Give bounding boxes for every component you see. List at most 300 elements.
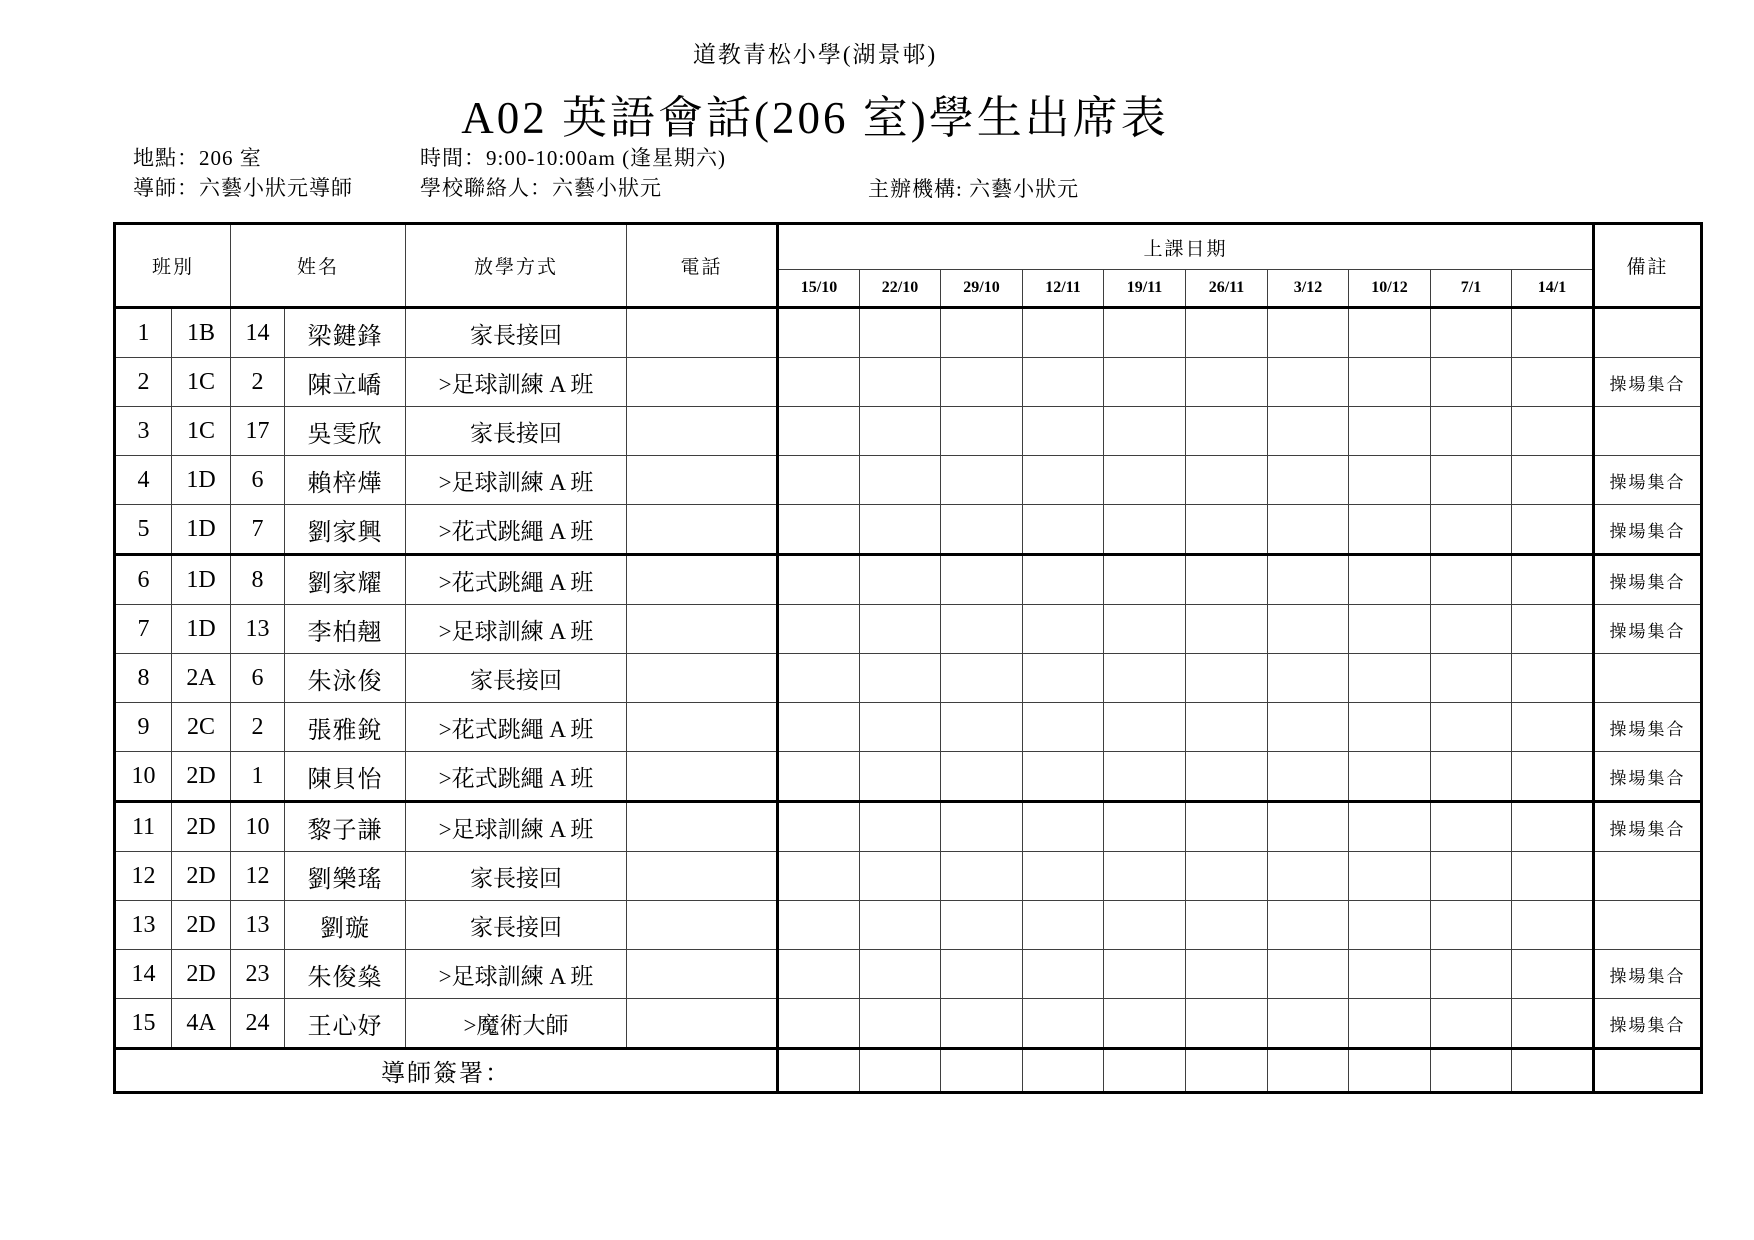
- attendance-cell: [1104, 407, 1186, 456]
- attendance-cell: [860, 555, 941, 605]
- class-cell: 1C: [172, 407, 231, 456]
- signature-date-cell: [1104, 1049, 1186, 1093]
- attendance-cell: [1431, 901, 1512, 950]
- row-number-cell: 7: [115, 605, 172, 654]
- seat-number-cell: 12: [231, 852, 285, 901]
- attendance-cell: [860, 456, 941, 505]
- attendance-cell: [941, 555, 1023, 605]
- attendance-cell: [1023, 505, 1104, 555]
- attendance-cell: [1512, 950, 1594, 999]
- attendance-cell: [860, 654, 941, 703]
- attendance-cell: [1512, 752, 1594, 802]
- dismissal-method-cell: 家長接回: [406, 308, 627, 358]
- attendance-cell: [1349, 999, 1431, 1049]
- attendance-cell: [1186, 407, 1268, 456]
- attendance-cell: [1349, 358, 1431, 407]
- seat-number-cell: 2: [231, 703, 285, 752]
- attendance-cell: [941, 950, 1023, 999]
- signature-date-cell: [1268, 1049, 1349, 1093]
- student-name-cell: 朱俊燊: [285, 950, 406, 999]
- attendance-cell: [1186, 752, 1268, 802]
- attendance-cell: [778, 505, 860, 555]
- attendance-cell: [1431, 605, 1512, 654]
- row-number-cell: 8: [115, 654, 172, 703]
- signature-remark-cell: [1594, 1049, 1702, 1093]
- signature-row: [115, 1049, 1702, 1093]
- attendance-cell: [1268, 752, 1349, 802]
- attendance-cell: [1431, 654, 1512, 703]
- header-phone: 電話: [627, 224, 778, 308]
- attendance-cell: [1268, 358, 1349, 407]
- signature-date-cell: [941, 1049, 1023, 1093]
- attendance-cell: [1349, 901, 1431, 950]
- attendance-cell: [1104, 802, 1186, 852]
- phone-cell: [627, 605, 778, 654]
- attendance-cell: [1104, 752, 1186, 802]
- attendance-cell: [1023, 901, 1104, 950]
- student-row: [115, 555, 1702, 605]
- attendance-cell: [1512, 605, 1594, 654]
- attendance-cell: [1186, 358, 1268, 407]
- attendance-cell: [941, 852, 1023, 901]
- date-header: 29/10: [941, 270, 1023, 308]
- row-number-cell: 12: [115, 852, 172, 901]
- attendance-cell: [1512, 456, 1594, 505]
- attendance-cell: [1023, 950, 1104, 999]
- seat-number-cell: 13: [231, 605, 285, 654]
- attendance-cell: [941, 358, 1023, 407]
- date-header: 14/1: [1512, 270, 1594, 308]
- seat-number-cell: 6: [231, 456, 285, 505]
- attendance-cell: [860, 950, 941, 999]
- attendance-cell: [1431, 555, 1512, 605]
- attendance-cell: [1186, 605, 1268, 654]
- class-cell: 2A: [172, 654, 231, 703]
- remark-cell: 操場集合: [1594, 999, 1702, 1049]
- attendance-cell: [1104, 605, 1186, 654]
- attendance-cell: [778, 555, 860, 605]
- student-name-cell: 劉家興: [285, 505, 406, 555]
- attendance-cell: [1349, 950, 1431, 999]
- tutor-signature-label: 導師簽署：: [115, 1049, 778, 1093]
- attendance-cell: [1431, 802, 1512, 852]
- attendance-cell: [1023, 605, 1104, 654]
- dismissal-method-cell: >魔術大師: [406, 999, 627, 1049]
- attendance-cell: [778, 852, 860, 901]
- attendance-cell: [778, 407, 860, 456]
- attendance-cell: [1431, 999, 1512, 1049]
- date-header: 12/11: [1023, 270, 1104, 308]
- attendance-cell: [1512, 703, 1594, 752]
- attendance-cell: [1023, 999, 1104, 1049]
- attendance-cell: [1431, 358, 1512, 407]
- dismissal-method-cell: 家長接回: [406, 654, 627, 703]
- seat-number-cell: 14: [231, 308, 285, 358]
- header-name: 姓名: [231, 224, 406, 308]
- remark-cell: 操場集合: [1594, 555, 1702, 605]
- attendance-cell: [1023, 802, 1104, 852]
- dismissal-method-cell: 家長接回: [406, 852, 627, 901]
- phone-cell: [627, 505, 778, 555]
- row-number-cell: 1: [115, 308, 172, 358]
- attendance-cell: [1186, 505, 1268, 555]
- attendance-cell: [1104, 358, 1186, 407]
- attendance-cell: [941, 407, 1023, 456]
- dismissal-method-cell: 家長接回: [406, 407, 627, 456]
- attendance-cell: [1023, 654, 1104, 703]
- phone-cell: [627, 654, 778, 703]
- info-school-contact: 學校聯絡人：六藝小狀元: [420, 176, 662, 200]
- phone-cell: [627, 852, 778, 901]
- phone-cell: [627, 358, 778, 407]
- date-header: 15/10: [778, 270, 860, 308]
- seat-number-cell: 24: [231, 999, 285, 1049]
- attendance-cell: [1186, 901, 1268, 950]
- signature-date-cell: [1023, 1049, 1104, 1093]
- remark-cell: [1594, 308, 1702, 358]
- signature-date-cell: [1431, 1049, 1512, 1093]
- attendance-cell: [1349, 752, 1431, 802]
- dismissal-method-cell: >足球訓練 A 班: [406, 605, 627, 654]
- class-cell: 2D: [172, 950, 231, 999]
- attendance-cell: [1186, 654, 1268, 703]
- row-number-cell: 11: [115, 802, 172, 852]
- class-cell: 2D: [172, 901, 231, 950]
- remark-cell: 操場集合: [1594, 752, 1702, 802]
- signature-date-cell: [1186, 1049, 1268, 1093]
- student-name-cell: 朱泳俊: [285, 654, 406, 703]
- class-cell: 1C: [172, 358, 231, 407]
- attendance-cell: [941, 802, 1023, 852]
- attendance-cell: [941, 505, 1023, 555]
- attendance-cell: [860, 605, 941, 654]
- attendance-cell: [1349, 802, 1431, 852]
- attendance-cell: [778, 358, 860, 407]
- date-header: 19/11: [1104, 270, 1186, 308]
- attendance-cell: [1512, 308, 1594, 358]
- attendance-cell: [860, 852, 941, 901]
- attendance-cell: [778, 456, 860, 505]
- attendance-cell: [778, 654, 860, 703]
- phone-cell: [627, 308, 778, 358]
- student-row: [115, 852, 1702, 901]
- remark-cell: 操場集合: [1594, 456, 1702, 505]
- seat-number-cell: 13: [231, 901, 285, 950]
- attendance-cell: [1268, 901, 1349, 950]
- attendance-cell: [1349, 703, 1431, 752]
- attendance-cell: [1104, 852, 1186, 901]
- student-row: [115, 654, 1702, 703]
- attendance-cell: [1104, 654, 1186, 703]
- seat-number-cell: 17: [231, 407, 285, 456]
- attendance-cell: [1268, 308, 1349, 358]
- attendance-cell: [1512, 358, 1594, 407]
- header-dismissal: 放學方式: [406, 224, 627, 308]
- attendance-cell: [778, 605, 860, 654]
- attendance-cell: [1186, 999, 1268, 1049]
- attendance-cell: [1431, 752, 1512, 802]
- dismissal-method-cell: >足球訓練 A 班: [406, 456, 627, 505]
- signature-date-cell: [1512, 1049, 1594, 1093]
- date-header: 26/11: [1186, 270, 1268, 308]
- date-header: 10/12: [1349, 270, 1431, 308]
- attendance-cell: [1268, 555, 1349, 605]
- attendance-cell: [860, 703, 941, 752]
- attendance-cell: [1268, 505, 1349, 555]
- attendance-cell: [1186, 308, 1268, 358]
- attendance-cell: [1186, 555, 1268, 605]
- row-number-cell: 10: [115, 752, 172, 802]
- attendance-table: [113, 222, 1703, 1094]
- remark-cell: [1594, 852, 1702, 901]
- school-name: 道教青松小學(湖景邨): [692, 42, 938, 67]
- student-row: [115, 950, 1702, 999]
- attendance-cell: [1104, 308, 1186, 358]
- attendance-cell: [860, 358, 941, 407]
- attendance-cell: [1268, 654, 1349, 703]
- student-row: [115, 456, 1702, 505]
- attendance-cell: [1023, 308, 1104, 358]
- remark-cell: 操場集合: [1594, 950, 1702, 999]
- student-name-cell: 吳雯欣: [285, 407, 406, 456]
- student-row: [115, 802, 1702, 852]
- table-header-row-1: [115, 224, 1702, 270]
- attendance-cell: [1186, 950, 1268, 999]
- row-number-cell: 3: [115, 407, 172, 456]
- remark-cell: 操場集合: [1594, 802, 1702, 852]
- header-class: 班別: [115, 224, 231, 308]
- remark-cell: 操場集合: [1594, 605, 1702, 654]
- attendance-cell: [1104, 505, 1186, 555]
- attendance-cell: [1268, 950, 1349, 999]
- attendance-cell: [1104, 703, 1186, 752]
- signature-date-cell: [778, 1049, 860, 1093]
- class-cell: 2D: [172, 802, 231, 852]
- seat-number-cell: 23: [231, 950, 285, 999]
- attendance-cell: [1431, 505, 1512, 555]
- attendance-cell: [941, 456, 1023, 505]
- attendance-cell: [1023, 703, 1104, 752]
- remark-cell: [1594, 654, 1702, 703]
- attendance-cell: [941, 605, 1023, 654]
- phone-cell: [627, 901, 778, 950]
- info-location: 地點：206 室: [133, 146, 262, 170]
- row-number-cell: 4: [115, 456, 172, 505]
- dismissal-method-cell: >花式跳繩 A 班: [406, 703, 627, 752]
- dismissal-method-cell: >花式跳繩 A 班: [406, 752, 627, 802]
- attendance-cell: [941, 654, 1023, 703]
- attendance-cell: [941, 308, 1023, 358]
- signature-date-cell: [860, 1049, 941, 1093]
- attendance-cell: [1431, 456, 1512, 505]
- attendance-cell: [1349, 555, 1431, 605]
- attendance-cell: [941, 999, 1023, 1049]
- class-cell: 1D: [172, 555, 231, 605]
- student-name-cell: 張雅銳: [285, 703, 406, 752]
- phone-cell: [627, 555, 778, 605]
- attendance-cell: [1104, 456, 1186, 505]
- dismissal-method-cell: >足球訓練 A 班: [406, 950, 627, 999]
- student-name-cell: 陳立嶠: [285, 358, 406, 407]
- attendance-cell: [860, 802, 941, 852]
- seat-number-cell: 10: [231, 802, 285, 852]
- attendance-cell: [860, 752, 941, 802]
- attendance-cell: [1104, 901, 1186, 950]
- class-cell: 1D: [172, 505, 231, 555]
- attendance-cell: [1104, 555, 1186, 605]
- class-cell: 1D: [172, 605, 231, 654]
- student-row: [115, 901, 1702, 950]
- row-number-cell: 6: [115, 555, 172, 605]
- seat-number-cell: 1: [231, 752, 285, 802]
- student-name-cell: 陳貝怡: [285, 752, 406, 802]
- date-header: 3/12: [1268, 270, 1349, 308]
- attendance-cell: [778, 703, 860, 752]
- attendance-cell: [1349, 605, 1431, 654]
- attendance-cell: [1512, 407, 1594, 456]
- row-number-cell: 13: [115, 901, 172, 950]
- date-header: 22/10: [860, 270, 941, 308]
- student-name-cell: 梁鍵鋒: [285, 308, 406, 358]
- class-cell: 1D: [172, 456, 231, 505]
- attendance-cell: [860, 505, 941, 555]
- info-organizer: 主辦機構: 六藝小狀元: [868, 177, 1080, 201]
- header-class-dates: 上課日期: [778, 224, 1594, 270]
- attendance-cell: [860, 407, 941, 456]
- student-row: [115, 505, 1702, 555]
- student-row: [115, 407, 1702, 456]
- attendance-cell: [1268, 802, 1349, 852]
- student-name-cell: 劉璇: [285, 901, 406, 950]
- student-row: [115, 703, 1702, 752]
- attendance-cell: [860, 999, 941, 1049]
- row-number-cell: 15: [115, 999, 172, 1049]
- student-row: [115, 308, 1702, 358]
- attendance-cell: [1349, 308, 1431, 358]
- attendance-cell: [1104, 950, 1186, 999]
- row-number-cell: 2: [115, 358, 172, 407]
- attendance-cell: [1512, 852, 1594, 901]
- dismissal-method-cell: >花式跳繩 A 班: [406, 505, 627, 555]
- student-row: [115, 999, 1702, 1049]
- phone-cell: [627, 950, 778, 999]
- attendance-cell: [1512, 802, 1594, 852]
- attendance-cell: [1186, 456, 1268, 505]
- student-name-cell: 王心妤: [285, 999, 406, 1049]
- remark-cell: 操場集合: [1594, 703, 1702, 752]
- attendance-cell: [941, 901, 1023, 950]
- class-cell: 2D: [172, 852, 231, 901]
- student-name-cell: 劉樂瑤: [285, 852, 406, 901]
- seat-number-cell: 2: [231, 358, 285, 407]
- student-name-cell: 劉家耀: [285, 555, 406, 605]
- phone-cell: [627, 407, 778, 456]
- info-time: 時間：9:00-10:00am (逢星期六): [420, 146, 727, 170]
- signature-date-cell: [1349, 1049, 1431, 1093]
- dismissal-method-cell: 家長接回: [406, 901, 627, 950]
- attendance-cell: [1349, 456, 1431, 505]
- attendance-cell: [778, 308, 860, 358]
- attendance-cell: [1023, 407, 1104, 456]
- attendance-cell: [1023, 555, 1104, 605]
- attendance-cell: [1186, 703, 1268, 752]
- class-cell: 2C: [172, 703, 231, 752]
- attendance-cell: [778, 802, 860, 852]
- attendance-cell: [1268, 999, 1349, 1049]
- student-name-cell: 賴梓燁: [285, 456, 406, 505]
- seat-number-cell: 7: [231, 505, 285, 555]
- attendance-cell: [1349, 505, 1431, 555]
- attendance-cell: [1512, 555, 1594, 605]
- student-name-cell: 李柏翹: [285, 605, 406, 654]
- attendance-cell: [1023, 752, 1104, 802]
- attendance-cell: [1268, 456, 1349, 505]
- attendance-cell: [1431, 852, 1512, 901]
- attendance-cell: [1268, 407, 1349, 456]
- attendance-cell: [1186, 802, 1268, 852]
- attendance-cell: [1431, 407, 1512, 456]
- attendance-cell: [860, 308, 941, 358]
- attendance-cell: [1268, 703, 1349, 752]
- remark-cell: 操場集合: [1594, 505, 1702, 555]
- attendance-cell: [778, 950, 860, 999]
- date-header: 7/1: [1431, 270, 1512, 308]
- attendance-cell: [1268, 605, 1349, 654]
- document-header: [0, 36, 1630, 146]
- row-number-cell: 14: [115, 950, 172, 999]
- attendance-cell: [1268, 852, 1349, 901]
- phone-cell: [627, 456, 778, 505]
- remark-cell: [1594, 407, 1702, 456]
- attendance-cell: [941, 703, 1023, 752]
- phone-cell: [627, 703, 778, 752]
- dismissal-method-cell: >花式跳繩 A 班: [406, 555, 627, 605]
- attendance-cell: [941, 752, 1023, 802]
- attendance-cell: [778, 999, 860, 1049]
- attendance-cell: [778, 752, 860, 802]
- phone-cell: [627, 999, 778, 1049]
- phone-cell: [627, 752, 778, 802]
- attendance-cell: [1104, 999, 1186, 1049]
- student-name-cell: 黎子謙: [285, 802, 406, 852]
- phone-cell: [627, 802, 778, 852]
- attendance-cell: [1512, 901, 1594, 950]
- student-row: [115, 358, 1702, 407]
- attendance-cell: [1023, 852, 1104, 901]
- info-tutor: 導師：六藝小狀元導師: [133, 176, 353, 200]
- attendance-cell: [1023, 456, 1104, 505]
- attendance-cell: [1349, 654, 1431, 703]
- attendance-cell: [1431, 703, 1512, 752]
- attendance-cell: [1349, 407, 1431, 456]
- attendance-cell: [1186, 852, 1268, 901]
- class-cell: 1B: [172, 308, 231, 358]
- class-cell: 4A: [172, 999, 231, 1049]
- remark-cell: [1594, 901, 1702, 950]
- attendance-cell: [1023, 358, 1104, 407]
- attendance-cell: [778, 901, 860, 950]
- attendance-cell: [860, 901, 941, 950]
- dismissal-method-cell: >足球訓練 A 班: [406, 358, 627, 407]
- class-cell: 2D: [172, 752, 231, 802]
- page-title: A02 英語會話(206 室)學生出席表: [461, 93, 1169, 143]
- attendance-cell: [1349, 852, 1431, 901]
- attendance-cell: [1512, 654, 1594, 703]
- row-number-cell: 5: [115, 505, 172, 555]
- student-row: [115, 752, 1702, 802]
- dismissal-method-cell: >足球訓練 A 班: [406, 802, 627, 852]
- seat-number-cell: 6: [231, 654, 285, 703]
